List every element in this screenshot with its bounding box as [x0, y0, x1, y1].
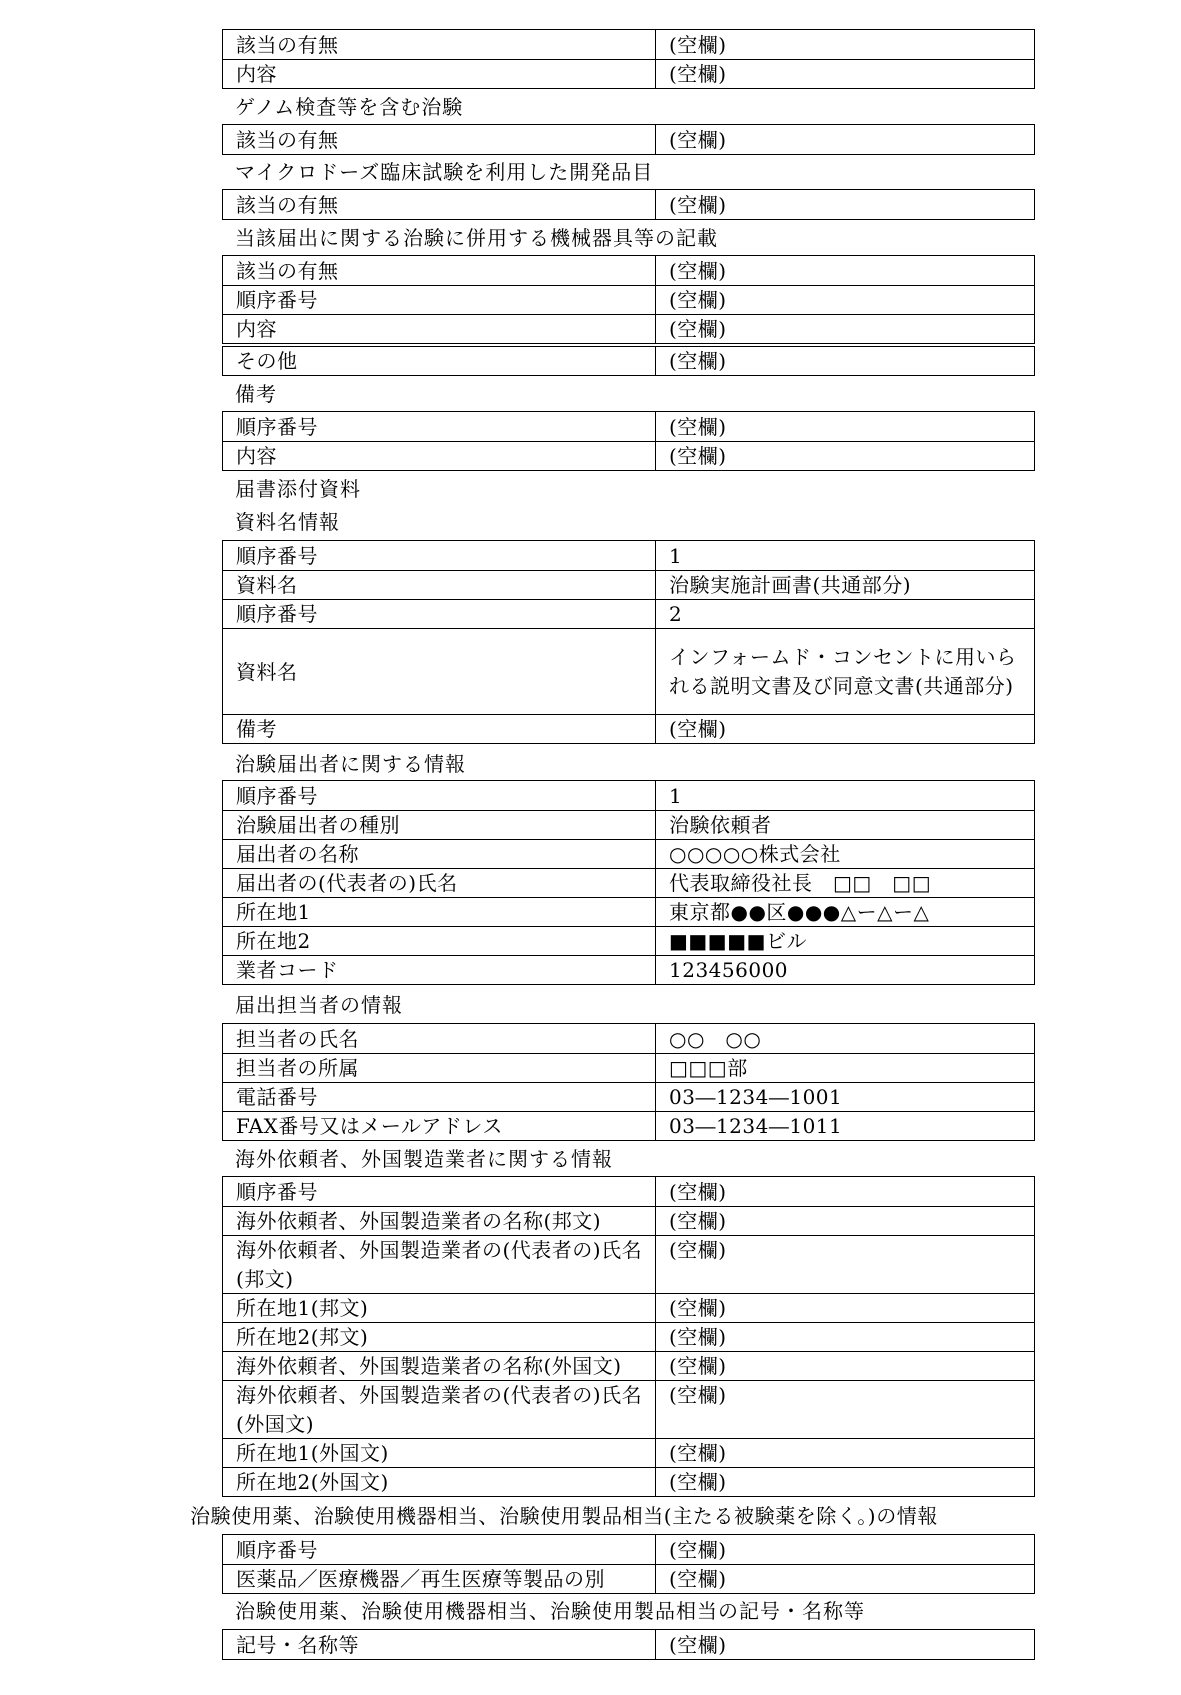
table-row — [223, 286, 1035, 315]
row-value: (空欄) — [656, 1294, 1035, 1323]
table-row — [223, 956, 1035, 985]
table-row — [223, 1207, 1035, 1236]
row-label: 順序番号 — [223, 781, 656, 811]
table-row — [223, 1083, 1035, 1112]
row-value: (空欄) — [656, 1439, 1035, 1468]
table-row — [223, 1381, 1035, 1439]
table-attachments — [222, 540, 1035, 744]
row-value: ○○ ○○ — [656, 1024, 1035, 1054]
table-row — [223, 1294, 1035, 1323]
row-label: 治験届出者の種別 — [223, 811, 656, 840]
table-row — [223, 30, 1035, 60]
table-row — [223, 125, 1035, 155]
table-remarks — [222, 411, 1035, 471]
row-value: (空欄) — [656, 60, 1035, 89]
row-label: 海外依頼者、外国製造業者の名称(外国文) — [223, 1352, 656, 1381]
row-label: 所在地2(邦文) — [223, 1323, 656, 1352]
table-row — [223, 898, 1035, 927]
row-value: (空欄) — [656, 1535, 1035, 1565]
row-label: 資料名 — [223, 629, 656, 715]
row-label: 内容 — [223, 60, 656, 89]
row-label: 内容 — [223, 315, 656, 344]
row-value: 東京都●●区●●●△ー△ー△ — [656, 898, 1035, 927]
row-label: 備考 — [223, 715, 656, 744]
row-value: インフォームド・コンセントに用いられる説明文書及び同意文書(共通部分) — [656, 629, 1035, 715]
row-label: 担当者の氏名 — [223, 1024, 656, 1054]
heading-combined-devices: 当該届出に関する治験に併用する機械器具等の記載 — [235, 226, 718, 250]
row-value: (空欄) — [656, 1381, 1035, 1439]
table-row — [223, 781, 1035, 811]
table-concomitant-names — [222, 1629, 1035, 1660]
row-value: (空欄) — [656, 715, 1035, 744]
table-row — [223, 1565, 1035, 1594]
table-row — [223, 412, 1035, 442]
table-other — [222, 346, 1035, 376]
row-value: ■■■■■ビル — [656, 927, 1035, 956]
table-row — [223, 442, 1035, 471]
row-value: (空欄) — [656, 442, 1035, 471]
table-row — [223, 571, 1035, 600]
row-value: (空欄) — [656, 256, 1035, 286]
row-label: 所在地1(邦文) — [223, 1294, 656, 1323]
table-row — [223, 1535, 1035, 1565]
row-value: 03―1234―1001 — [656, 1083, 1035, 1112]
row-label: 医薬品／医療機器／再生医療等製品の別 — [223, 1565, 656, 1594]
row-label: 記号・名称等 — [223, 1630, 656, 1660]
table-row — [223, 1236, 1035, 1294]
row-label: 所在地2(外国文) — [223, 1468, 656, 1497]
table-microdose — [222, 189, 1035, 220]
row-label: 該当の有無 — [223, 256, 656, 286]
row-value: 1 — [656, 781, 1035, 811]
row-label: 該当の有無 — [223, 190, 656, 220]
heading-contact: 届出担当者の情報 — [235, 993, 403, 1017]
row-value: (空欄) — [656, 412, 1035, 442]
table-row — [223, 840, 1035, 869]
row-value: (空欄) — [656, 1323, 1035, 1352]
row-value: (空欄) — [656, 1468, 1035, 1497]
heading-document-names: 資料名情報 — [235, 510, 340, 534]
row-label: 担当者の所属 — [223, 1054, 656, 1083]
row-value: (空欄) — [656, 1207, 1035, 1236]
row-value: (空欄) — [656, 1630, 1035, 1660]
row-label: 該当の有無 — [223, 125, 656, 155]
row-label: 内容 — [223, 442, 656, 471]
row-value: (空欄) — [656, 286, 1035, 315]
row-value: (空欄) — [656, 315, 1035, 344]
table-overseas — [222, 1176, 1035, 1497]
table-row — [223, 1468, 1035, 1497]
heading-concomitant: 治験使用薬、治験使用機器相当、治験使用製品相当(主たる被験薬を除く。)の情報 — [190, 1504, 939, 1528]
row-value: 2 — [656, 600, 1035, 629]
table-row — [223, 869, 1035, 898]
row-label: 所在地1 — [223, 898, 656, 927]
table-row — [223, 1439, 1035, 1468]
table-row — [223, 347, 1035, 376]
table-concomitant — [222, 1534, 1035, 1594]
row-label: 電話番号 — [223, 1083, 656, 1112]
row-label: 届出者の(代表者の)氏名 — [223, 869, 656, 898]
row-value: (空欄) — [656, 30, 1035, 60]
row-value: □□□部 — [656, 1054, 1035, 1083]
row-label: 順序番号 — [223, 600, 656, 629]
table-notifier — [222, 780, 1035, 985]
row-label: 海外依頼者、外国製造業者の(代表者の)氏名(邦文) — [223, 1236, 656, 1294]
row-label: 順序番号 — [223, 1177, 656, 1207]
row-value: 03―1234―1011 — [656, 1112, 1035, 1141]
table-row — [223, 600, 1035, 629]
heading-concomitant-names: 治験使用薬、治験使用機器相当、治験使用製品相当の記号・名称等 — [235, 1599, 865, 1623]
table-row — [223, 1323, 1035, 1352]
table-row — [223, 541, 1035, 571]
heading-notifier: 治験届出者に関する情報 — [235, 752, 466, 776]
row-value: 代表取締役社長 □□ □□ — [656, 869, 1035, 898]
heading-remarks: 備考 — [235, 382, 277, 406]
table-row — [223, 1112, 1035, 1141]
row-label: 所在地1(外国文) — [223, 1439, 656, 1468]
table-row — [223, 629, 1035, 715]
row-value: (空欄) — [656, 190, 1035, 220]
row-value: (空欄) — [656, 1236, 1035, 1294]
row-label: 資料名 — [223, 571, 656, 600]
table-applicable-content — [222, 29, 1035, 89]
heading-genome-testing: ゲノム検査等を含む治験 — [235, 95, 464, 119]
row-label: 該当の有無 — [223, 30, 656, 60]
row-value: (空欄) — [656, 1177, 1035, 1207]
row-value: (空欄) — [656, 125, 1035, 155]
row-label: 届出者の名称 — [223, 840, 656, 869]
row-label: 順序番号 — [223, 1535, 656, 1565]
row-label: FAX番号又はメールアドレス — [223, 1112, 656, 1141]
row-value: 1 — [656, 541, 1035, 571]
row-value: 治験実施計画書(共通部分) — [656, 571, 1035, 600]
heading-overseas: 海外依頼者、外国製造業者に関する情報 — [235, 1147, 613, 1171]
heading-microdose: マイクロドーズ臨床試験を利用した開発品目 — [235, 160, 654, 184]
heading-attachments: 届書添付資料 — [235, 477, 361, 501]
row-value: (空欄) — [656, 1352, 1035, 1381]
row-value: 123456000 — [656, 956, 1035, 985]
table-row — [223, 256, 1035, 286]
row-label: 順序番号 — [223, 286, 656, 315]
table-row — [223, 1352, 1035, 1381]
table-row — [223, 1024, 1035, 1054]
row-label: 順序番号 — [223, 541, 656, 571]
table-contact — [222, 1023, 1035, 1141]
table-combined-devices — [222, 255, 1035, 344]
row-label: 業者コード — [223, 956, 656, 985]
table-row — [223, 1177, 1035, 1207]
row-label: 順序番号 — [223, 412, 656, 442]
row-label: 海外依頼者、外国製造業者の名称(邦文) — [223, 1207, 656, 1236]
row-label: 海外依頼者、外国製造業者の(代表者の)氏名(外国文) — [223, 1381, 656, 1439]
row-value: (空欄) — [656, 347, 1035, 376]
row-value: 治験依頼者 — [656, 811, 1035, 840]
table-row — [223, 715, 1035, 744]
table-genome-testing — [222, 124, 1035, 155]
row-label: 所在地2 — [223, 927, 656, 956]
table-row — [223, 315, 1035, 344]
table-row — [223, 190, 1035, 220]
table-row — [223, 811, 1035, 840]
table-row — [223, 60, 1035, 89]
row-label: その他 — [223, 347, 656, 376]
table-row — [223, 927, 1035, 956]
table-row — [223, 1054, 1035, 1083]
row-value: (空欄) — [656, 1565, 1035, 1594]
row-value: ○○○○○株式会社 — [656, 840, 1035, 869]
table-row — [223, 1630, 1035, 1660]
